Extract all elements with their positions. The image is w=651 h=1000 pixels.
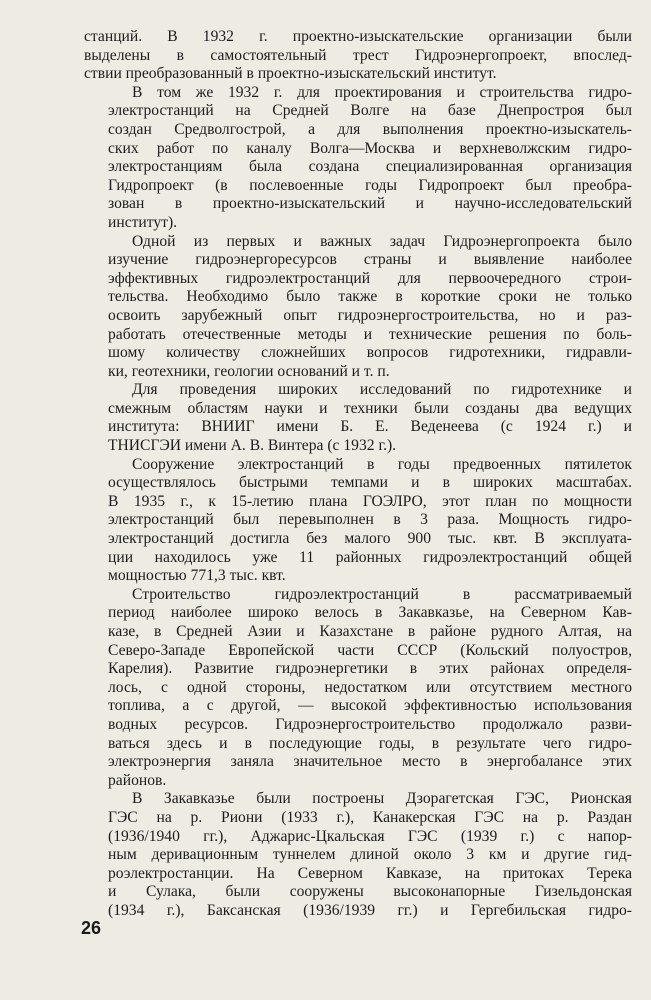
text-line: топлива, а с другой, — высокой эффективностью использования (108, 697, 632, 715)
text-line: В том же 1932 г. для проектирования и строительства гидро- (132, 83, 632, 101)
text-line: ваться здесь и в последующие годы, в результате чего гидро- (108, 734, 632, 752)
text-line: ствии преобразованный в проектно-изыскательский институт. (84, 65, 497, 83)
text-line: Сооружение электростанций в годы предвоенных пятилеток (132, 455, 632, 473)
text-line: смежным областям науки и техники были созданы два ведущих (108, 399, 632, 417)
text-line: электростанций на Средней Волге на базе Днепростроя был (108, 102, 632, 120)
page-number: 26 (81, 918, 102, 938)
text-line: В Закавказье были построены Дзорагетская ГЭС, Рионская (132, 790, 632, 808)
text-line: зован в проектно-изыскательский и научно-исследовательский (108, 195, 632, 213)
text-line: ТНИСГЭИ имени А. В. Винтера (с 1932 г.). (108, 437, 397, 455)
text-line: Карелия). Развитие гидроэнергетики в этих районах определя- (108, 660, 632, 678)
text-line: станций. В 1932 г. проектно-изыскательские организации были (84, 28, 632, 45)
text-line: и Сулака, были сооружены высоконапорные Гизельдонская (108, 883, 632, 901)
text-line: электроэнергия заняла значительное место в энергобалансе этих (108, 753, 632, 771)
text-line: институт). (108, 213, 178, 231)
text-line: освоить зарубежный опыт гидроэнергостроительства, но и раз- (108, 306, 632, 324)
text-line: ции находилось уже 11 районных гидроэлектростанций общей (108, 548, 632, 566)
text-line: работать отечественные методы и технические решения по боль- (108, 325, 632, 343)
text-line: период наиболее широко велось в Закавказье, на Северном Кав- (108, 604, 632, 622)
text-line: тельства. Необходимо было также в короткие сроки не только (108, 288, 632, 306)
paragraph (84, 586, 632, 791)
paragraph (84, 790, 632, 920)
text-line: лось, с одной стороны, недостатком или отсутствием местного (108, 678, 632, 696)
text-line: Гидропроект (в послевоенные годы Гидропроект был преобра- (108, 176, 632, 194)
body-text (84, 28, 632, 921)
text-line: Одной из первых и важных задач Гидроэнергопроекта было (132, 232, 632, 250)
text-line: электростанциям была создана специализированная организация (108, 158, 632, 176)
text-line: электростанций был перевыполнен в 3 раза. Мощность гидро- (108, 511, 632, 529)
paragraph (84, 28, 632, 84)
text-line: районов. (108, 771, 167, 789)
paragraph (84, 233, 632, 382)
text-line: электростанций достигла без малого 900 тыс. квт. В эксплуата- (108, 530, 632, 548)
text-line: казе, в Средней Азии и Казахстане в районе рудного Алтая, на (108, 623, 632, 640)
text-line: роэлектростанции. На Северном Кавказе, на притоках Терека (108, 864, 632, 882)
text-line: ки, геотехники, геологии оснований и т. п. (108, 362, 390, 380)
text-line: ГЭС на р. Риони (1933 г.), Канакерская ГЭС на р. Раздан (108, 808, 632, 826)
text-line: осуществлялось быстрыми темпами и в широких масштабах. (108, 474, 632, 492)
text-line: мощностью 771,3 тыс. квт. (108, 567, 286, 585)
text-line: Строительство гидроэлектростанций в рассматриваемый (132, 585, 632, 603)
paragraph (84, 84, 632, 233)
text-line: В 1935 г., к 15-летию плана ГОЭЛРО, этот план по мощности (108, 492, 632, 510)
text-line: ным деривационным туннелем длиной около 3 км и другие гид- (108, 846, 632, 864)
text-line: водных ресурсов. Гидроэнергостроительство продолжало разви- (108, 715, 632, 733)
text-line: Для проведения широких исследований по гидротехнике и (132, 381, 632, 399)
text-line: ских работ по каналу Волга—Москва и верхневолжским гидро- (108, 139, 632, 157)
paragraph (84, 381, 632, 455)
text-line: изучение гидроэнергоресурсов страны и выявление наиболее (108, 251, 632, 269)
text-line: (1934 г.), Баксанская (1936/1939 гг.) и Гергебильская гидро- (108, 901, 632, 919)
text-line: эффективных гидроэлектростанций для первоочередного строи- (108, 269, 632, 287)
text-line: создан Средволгострой, а для выполнения проектно-изыскатель- (108, 120, 632, 138)
text-line: выделены в самостоятельный трест Гидроэнергопроект, впослед- (84, 46, 632, 64)
text-line: шому количеству сложнейших вопросов гидротехники, гидравли- (108, 344, 632, 362)
text-line: института: ВНИИГ имени Б. Е. Веденеева (с 1924 г.) и (108, 418, 632, 436)
paragraph (84, 456, 632, 586)
text-line: Северо-Западе Европейской части СССР (Кольский полуостров, (108, 641, 632, 659)
text-line: (1936/1940 гг.), Аджарис-Цкальская ГЭС (1939 г.) с напор- (108, 827, 632, 845)
